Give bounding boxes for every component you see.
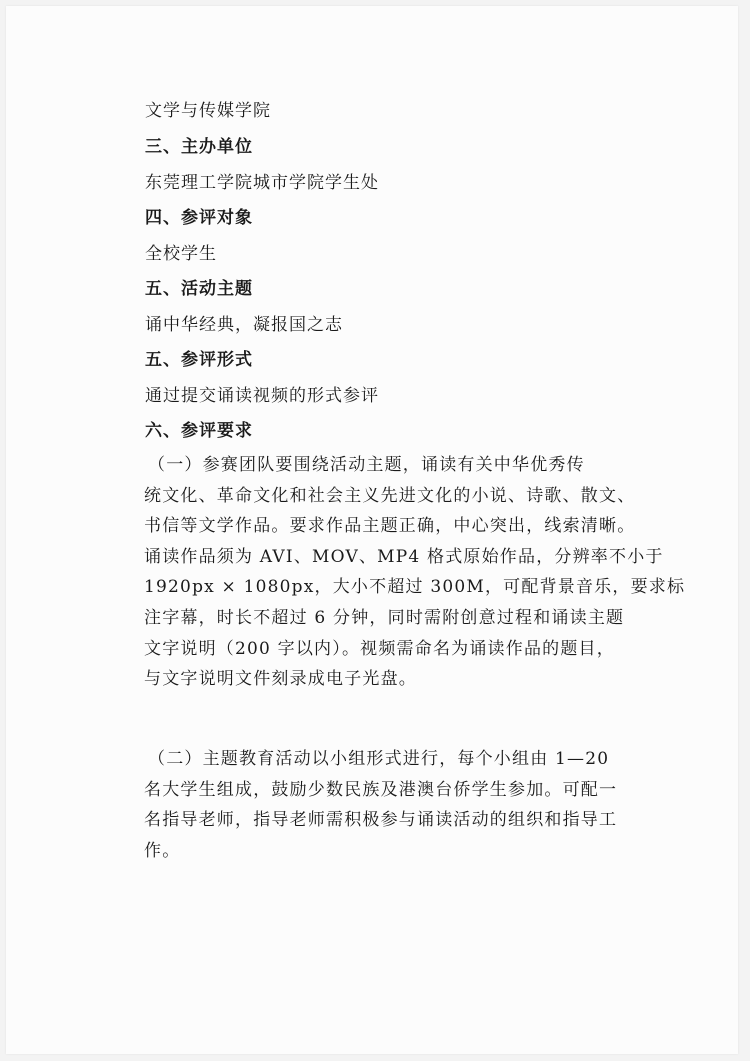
heading-activity-theme: 五、活动主题 — [145, 279, 253, 299]
paragraph-line: 书信等文学作品。要求作品主题正确，中心突出，线索清晰。 — [144, 516, 636, 537]
paragraph-line: 统文化、革命文化和社会主义先进文化的小说、诗歌、散文、 — [144, 485, 636, 506]
paragraph-line: 与文字说明文件刻录成电子光盘。 — [144, 669, 417, 690]
paragraph-line: 文字说明（200 字以内）。视频需命名为诵读作品的题目， — [144, 638, 615, 659]
paragraph-line: 注字幕，时长不超过 6 分钟，同时需附创意过程和诵读主题 — [144, 607, 625, 628]
paragraph-line: 名大学生组成，鼓励少数民族及港澳台侨学生参加。可配一 — [144, 779, 618, 800]
heading-host-unit: 三、主办单位 — [145, 137, 253, 157]
document-page — [6, 6, 738, 1054]
paragraph-line: 作。 — [144, 840, 181, 861]
participants-text: 全校学生 — [145, 244, 217, 264]
entry-format-text: 通过提交诵读视频的形式参评 — [145, 386, 379, 406]
host-unit-name: 东莞理工学院城市学院学生处 — [145, 173, 379, 193]
paragraph-line: （一）参赛团队要围绕活动主题，诵读有关中华优秀传 — [148, 455, 585, 475]
activity-theme-text: 诵中华经典，凝报国之志 — [145, 315, 343, 335]
requirements-paragraph-2 — [144, 744, 618, 866]
heading-participants: 四、参评对象 — [145, 208, 253, 228]
paragraph-line: （二）主题教育活动以小组形式进行，每个小组由 1—20 — [148, 749, 610, 769]
paragraph-line: 诵读作品须为 AVI、MOV、MP4 格式原始作品，分辨率不小于 — [144, 546, 664, 567]
organizer-college: 文学与传媒学院 — [145, 101, 271, 121]
heading-entry-format: 五、参评形式 — [145, 350, 253, 370]
paragraph-line: 1920px × 1080px，大小不超过 300M，可配背景音乐，要求标 — [144, 577, 686, 598]
heading-requirements: 六、参评要求 — [145, 421, 253, 441]
paragraph-line: 名指导老师，指导老师需积极参与诵读活动的组织和指导工 — [144, 810, 618, 831]
requirements-paragraph-1 — [144, 450, 686, 695]
